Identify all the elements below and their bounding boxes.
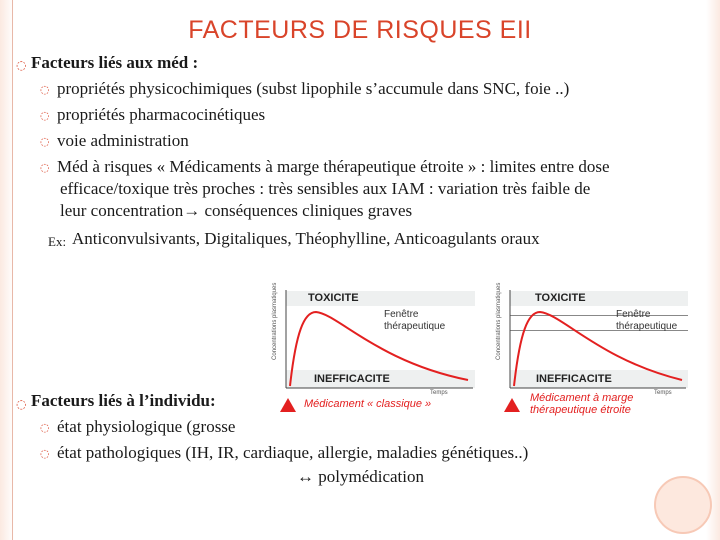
toxicity-label: TOXICITE [535, 292, 586, 304]
sub-bullet-icon: ◌ [40, 83, 50, 96]
decorative-circle [654, 476, 712, 534]
example-text: Anticonvulsivants, Digitaliques, Théophylline, Anticoagulants oraux [72, 229, 540, 248]
narrow-drug-caption-l1: Médicament à marge [530, 392, 634, 404]
figure-narrow-margin-drug [492, 282, 688, 416]
slide-title: FACTEURS DE RISQUES EII [188, 16, 532, 44]
section1-item-4: Méd à risques « Médicaments à marge thérapeutique étroite » : limites entre dose [57, 157, 610, 176]
sub-bullet-icon: ◌ [40, 109, 50, 122]
sub-bullet-icon: ◌ [40, 135, 50, 148]
narrow-drug-caption-l2: thérapeutique étroite [530, 404, 631, 416]
bullet-icon: ◌ [16, 58, 27, 72]
sub-bullet-icon: ◌ [40, 421, 50, 434]
therapeutic-window-label-l2: thérapeutique [384, 321, 446, 332]
section1-item-1: propriétés physicochimiques (subst lipophile s’accumule dans SNC, foie ..) [57, 79, 570, 98]
therapeutic-window-label-l1: Fenêtre [384, 309, 419, 320]
inefficacy-label: INEFFICACITE [536, 373, 612, 385]
classic-curve-svg [268, 282, 475, 412]
section1-item-4-cont2: leur concentration→ conséquences cliniques graves [60, 201, 413, 220]
y-axis-label: Concentrations plasmatiques [496, 282, 502, 360]
therapeutic-window-label-l1: Fenêtre [616, 309, 651, 320]
y-axis-label: Concentrations plasmatiques [272, 282, 278, 360]
section1-heading: Facteurs liés aux méd : [31, 53, 199, 72]
therapeutic-window-label-l2: thérapeutique [616, 321, 678, 332]
bullet-icon: ◌ [16, 397, 27, 411]
figure-classic-drug [268, 282, 475, 412]
sub-bullet-icon: ◌ [40, 447, 50, 460]
right-decor-strip [706, 0, 720, 540]
section1-item-3: voie administration [57, 131, 189, 150]
sub-bullet-icon: ◌ [40, 161, 50, 174]
toxicity-label: TOXICITE [308, 292, 359, 304]
section1-item-4-cont1: efficace/toxique très proches : très sensibles aux IAM : variation très faible de [60, 179, 591, 198]
example-label: Ex: [48, 234, 67, 249]
section2-item-2: état pathologiques (IH, IR, cardiaque, allergie, maladies génétiques..) [57, 443, 529, 462]
time-axis-label: Temps [430, 390, 448, 396]
polymedication-note: ↔ polymédication [297, 467, 425, 486]
classic-drug-caption: Médicament « classique » [304, 398, 432, 410]
section2-heading: Facteurs liés à l’individu: [31, 391, 216, 410]
left-border-line [12, 0, 13, 540]
section1-item-2: propriétés pharmacocinétiques [57, 105, 266, 124]
inefficacy-label: INEFFICACITE [314, 373, 390, 385]
section2-item-1: état physiologique (grosse [57, 417, 236, 436]
time-axis-label: Temps [654, 390, 672, 396]
